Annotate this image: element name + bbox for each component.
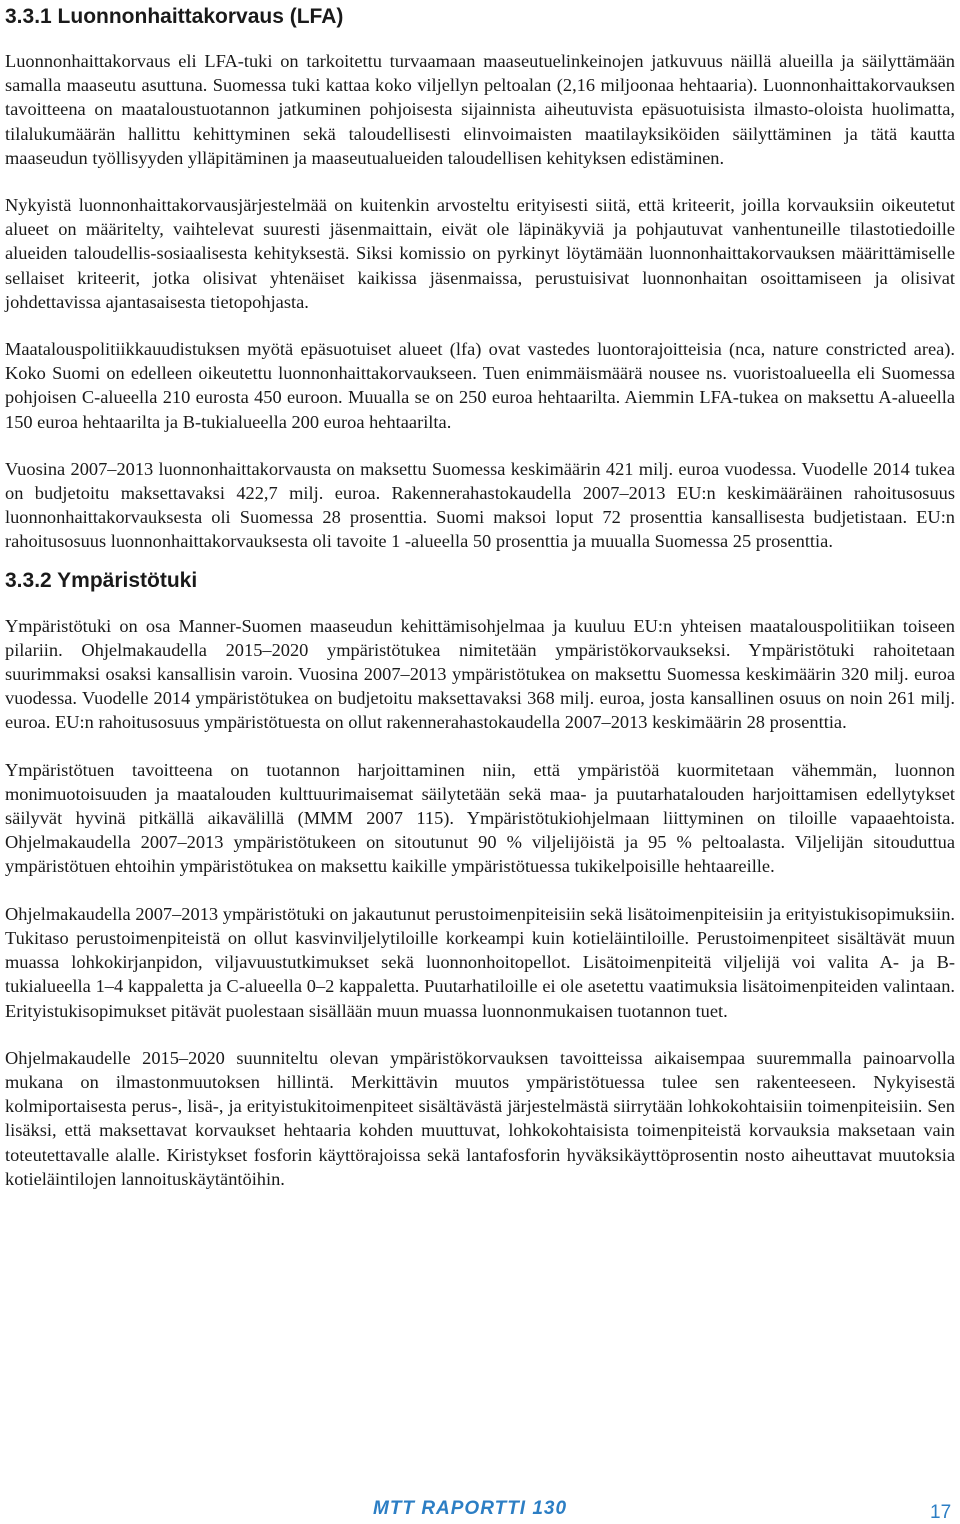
paragraph: Ohjelmakaudella 2007–2013 ympäristötuki on jakautunut perustoimenpiteisiin sekä lisätoimenpiteisiin ja erityistukisopimuksiin. Tukitaso perustoimenpiteistä on ollut kasvinviljelytiloille korkeampi kuin kotieläintiloille. Perustoimenpiteet sisältävät muun muassa lohkokirjanpidon, viljavuustutkimukset sekä luonnonhoitopellot. Lisätoimenpiteitä viljelijä voi valita A- ja B-tukialueella 1–4 kappaletta ja C-alueella 0–2 kappaletta. Puutarhatiloille ei ole asetettu vaatimuksia lisätoimenpiteiden valintaan. Erityistukisopimukset pitävät puolestaan sisällään muun muassa luonnonmukaisen tuotannon tuet. bbox=[5, 903, 955, 1021]
page-number: 17 bbox=[930, 1502, 952, 1523]
paragraph: Vuosina 2007–2013 luonnonhaittakorvausta on maksettu Suomessa keskimäärin 421 milj. euroa vuodessa. Vuodelle 2014 tukea on budjetoitu maksettavaksi 422,7 milj. euroa. Rakennerahastokaudella 2007–2013 EU:n keskimääräinen rahoitusosuus luonnonhaittakorvauksesta oli Suomessa 28 prosenttia. Suomi maksoi loput 72 prosenttia kansallisesta budjetistaan. EU:n rahoitusosuus luonnonhaittakorvauksesta oli tavoite 1 -alueella 50 prosenttia ja muualla Suomessa 25 prosenttia. bbox=[5, 458, 955, 552]
document-page bbox=[5, 0, 955, 1191]
paragraph: Maatalouspolitiikkauudistuksen myötä epäsuotuiset alueet (lfa) ovat vastedes luontorajoitteisia (nca, nature constricted area). Koko Suomi on edelleen oikeutettu luonnonhaittakorvaukseen. Tuen enimmäismäärä nousee ns. vuoristoalueella eli Suomessa pohjoisen C-alueella 210 eurosta 450 euroon. Muualla se on 250 euroa hehtaarilta. Aiemmin LFA-tukea on maksettu A-alueella 150 euroa hehtaarilta ja B-tukialueella 200 euroa hehtaarilta. bbox=[5, 339, 955, 432]
publication-title: MTT RAPORTTI 130 bbox=[373, 1498, 568, 1519]
paragraph: Ohjelmakaudelle 2015–2020 suunniteltu olevan ympäristökorvauksen tavoitteissa aikaisempaa suuremmalla painoarvolla mukana on ilmastonmuutoksen hillintä. Merkittävin muutos ympäristötuessa tulee sen rakenteeseen. Nykyisestä kolmiportaisesta perus-, lisä-, ja erityistukitoimenpiteet sisältävästä järjestelmästä siirrytään lohkokohtaisiin toimenpiteisiin. Sen lisäksi, että maksettavat korvaukset hehtaaria kohden muuttuvat, lohkokohtaisista toimenpiteistä korvauksia maksetaan vain toteutettavalle alalle. Kiristykset fosforin käyttörajoissa sekä lantafosforin hyväksikäyttöprosentin nosto aiheuttavat muutoksia kotieläintilojen lannoituskäytäntöihin. bbox=[5, 1047, 955, 1189]
paragraph: Luonnonhaittakorvaus eli LFA-tuki on tarkoitettu turvaamaan maaseutuelinkeinojen jatkuvuus näillä alueilla ja säilyttämään samalla maaseutu asuttuna. Suomessa tuki kattaa koko viljellyn peltoalan (2,16 miljoonaa hehtaaria). Luonnonhaittakorvauksen tavoitteena on maataloustuotannon jatkuminen pohjoisesta sijainnista aiheutuvista epäsuotuisista ilmasto-oloista huolimatta, tilalukumäärän hallittu kehittyminen sekä taloudellisesti elinvoimaisten maatilayksiköiden säilyttäminen ja tätä kautta maaseudun työllisyyden ylläpitäminen ja maaseutualueiden taloudellisen kehityksen edistäminen. bbox=[5, 51, 955, 168]
paragraph: Ympäristötuki on osa Manner-Suomen maaseudun kehittämisohjelmaa ja kuuluu EU:n yhteisen maatalouspolitiikan toiseen pilariin. Ohjelmakaudella 2015–2020 ympäristötukea nimitetään ympäristökorvaukseksi. Ympäristötuki rahoitetaan suurimmaksi osaksi kansallisin varoin. Vuosina 2007–2013 ympäristötukea on maksettu Suomessa keskimäärin 320 milj. euroa vuodessa. Vuodelle 2014 ympäristötukea on budjetoitu maksettavaksi 368 milj. euroa, josta kansallinen osuus on noin 261 milj. euroa. EU:n rahoitusosuus ympäristötuesta on ollut rakennerahastokaudella 2007–2013 keskimäärin 28 prosenttia. bbox=[5, 615, 955, 733]
paragraph: Ympäristötuen tavoitteena on tuotannon harjoittaminen niin, että ympäristöä kuormitetaan vähemmän, luonnon monimuotoisuuden ja maatalouden kulttuurimaisemat säilytetään sekä maa- ja puutarhatalouden harjoittamisen edellytykset säilyvät hyvinä pitkällä aikavälillä (MMM 2007 115). Ympäristötukiohjelmaan liittyminen on tiloille vapaaehtoista. Ohjelmakaudella 2007–2013 ympäristötukeen on sitoutunut 90 % viljelijöistä ja 95 % peltoalasta. Viljelijän sitouduttua ympäristötuen ehtoihin ympäristötukea on maksettu kaikille ympäristötuessa tukikelpoisille hehtaareille. bbox=[5, 759, 955, 877]
paragraph: Nykyistä luonnonhaittakorvausjärjestelmää on kuitenkin arvosteltu erityisesti siitä, että kriteerit, joilla korvauksiin oikeutetut alueet on määritelty, vaihtelevat suuresti jäsenmaittain, eivät ole läpinäkyviä ja pohjautuvat vanhentuneille tilastotiedoille alueiden taloudellis-sosiaalisesta kehityksestä. Siksi komissio on pyrkinyt löytämään luonnonhaittakorvauksen määrittämiselle sellaiset kriteerit, jotka olisivat yhtenäiset kaikissa jäsenmaissa, perustuisivat luonnonhaitan osoittamiseen ja olisivat johdettavissa ajantasaisesta tietopohjasta. bbox=[5, 195, 955, 312]
section-heading-ymparistotuki: 3.3.2 Ympäristötuki bbox=[5, 568, 198, 592]
section-heading-lfa: 3.3.1 Luonnonhaittakorvaus (LFA) bbox=[5, 5, 344, 28]
page-footer bbox=[0, 1498, 960, 1522]
